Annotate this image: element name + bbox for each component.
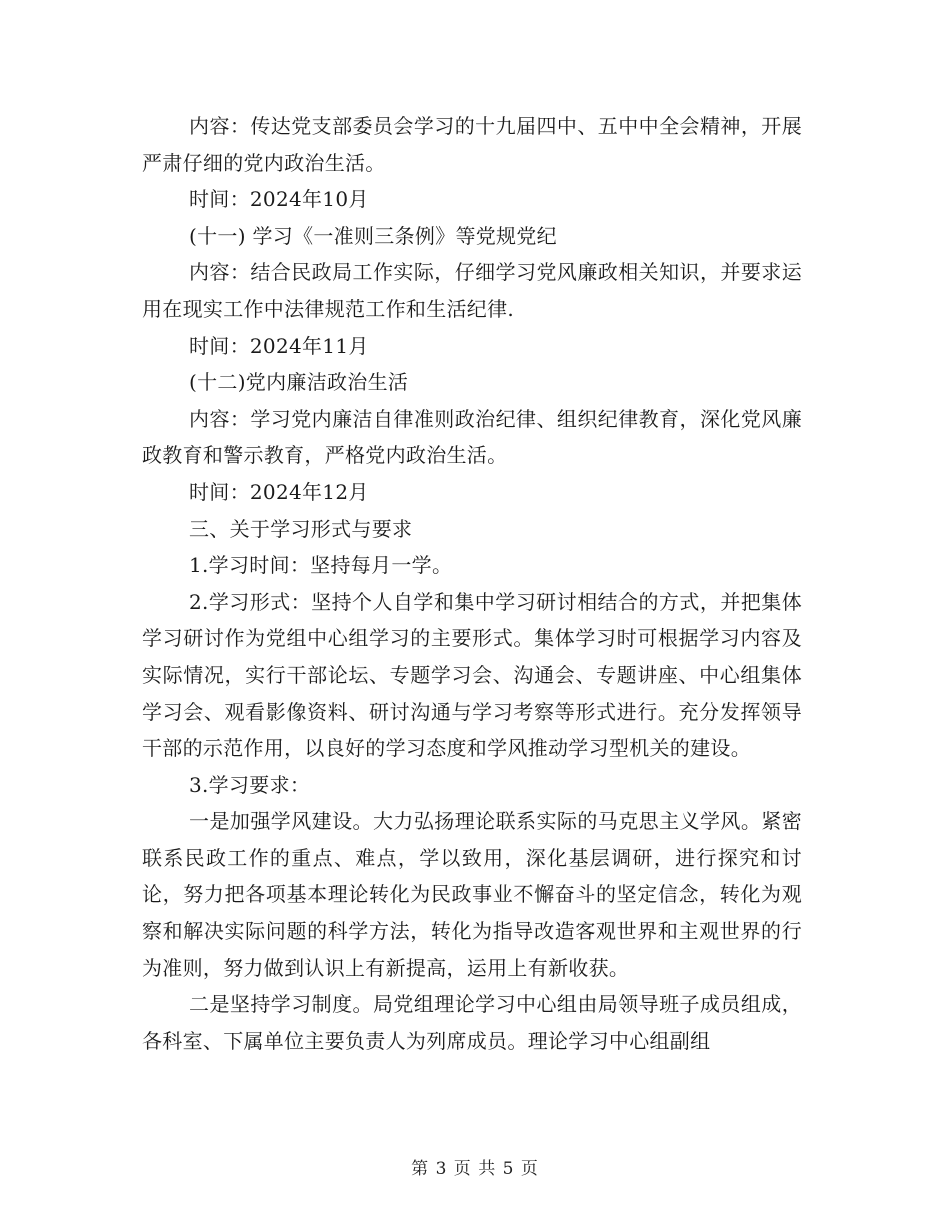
paragraph-13: 一是加强学风建设。大力弘扬理论联系实际的马克思主义学风。紧密联系民政工作的重点、难点，学以致用，深化基层调研，进行探究和讨论，努力把各项基本理论转化为民政事业不懈奋斗的坚定信念，转化为观察和解决实际问题的科学方法，转化为指导改造客观世界和主观世界的行为准则，努力做到认识上有新提高，运用上有新收获。 [142, 809, 802, 980]
page-footer: 第 3 页 共 5 页 [411, 1159, 539, 1179]
paragraph-11: 2.学习形式：坚持个人自学和集中学习研讨相结合的方式，并把集体学习研讨作为党组中心组学习的主要形式。集体学习时可根据学习内容及实际情况，实行干部论坛、专题学习会、沟通会、专题讲座、中心组集体学习会、观看影像资料、研讨沟通与学习考察等形式进行。充分发挥领导干部的示范作用，以良好的学习态度和学风推动学习型机关的建设。 [142, 589, 802, 761]
paragraph-10: 1.学习时间：坚持每月一学。 [189, 553, 453, 578]
section-heading-11: (十一) 学习《一准则三条例》等党规党纪 [189, 223, 557, 248]
paragraph-1: 内容：传达党支部委员会学习的十九届四中、五中中全会精神，开展严肃仔细的党内政治生活。 [142, 114, 802, 175]
paragraph-5: 时间：2024年11月 [189, 333, 369, 358]
section-heading-12: (十二)党内廉洁政治生活 [189, 370, 409, 395]
paragraph-4: 内容：结合民政局工作实际，仔细学习党风廉政相关知识，并要求运用在现实工作中法律规范工作和生活纪律. [142, 260, 802, 321]
paragraph-14: 二是坚持学习制度。局党组理论学习中心组由局领导班子成员组成，各科室、下属单位主要负责人为列席成员。理论学习中心组副组 [142, 992, 802, 1053]
paragraph-8: 时间：2024年12月 [189, 479, 369, 504]
paragraph-7: 内容：学习党内廉洁自律准则政治纪律、组织纪律教育，深化党风廉政教育和警示教育，严格党内政治生活。 [142, 406, 802, 468]
document-body [142, 108, 802, 1059]
paragraph-12: 3.学习要求： [189, 772, 311, 797]
paragraph-2: 时间：2024年10月 [189, 187, 369, 212]
section-heading-3: 三、关于学习形式与要求 [189, 516, 413, 541]
